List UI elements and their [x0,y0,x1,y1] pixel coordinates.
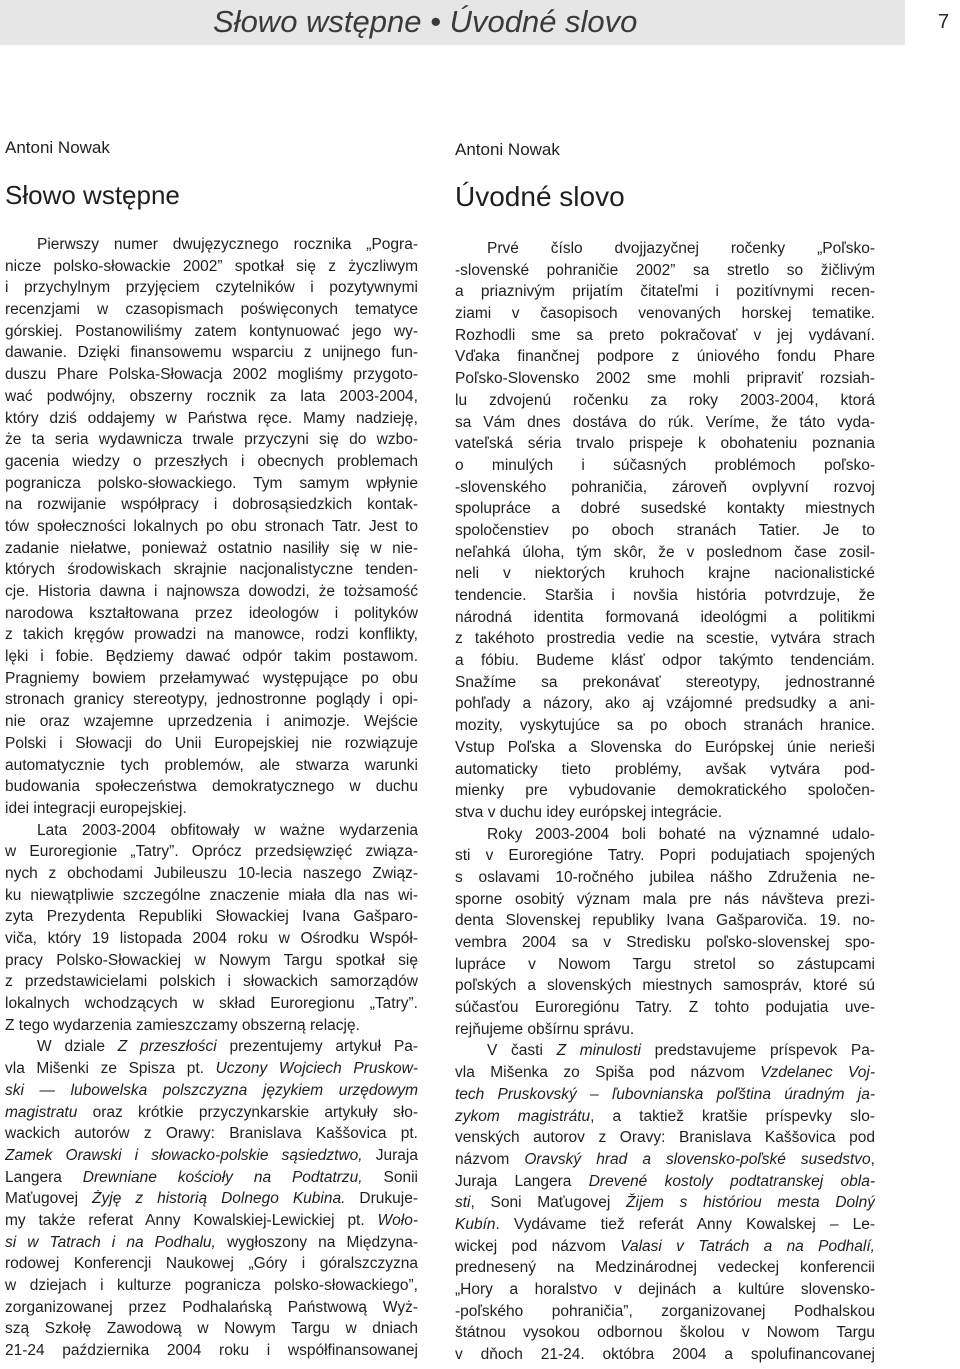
text-run: wygłoszony na Międzyna- [215,1233,418,1251]
text-line: neli v niektorých kruhoch krajne nacionalistické [455,565,875,583]
text-line: który dziś oddajemy w Państwa ręce. Mamy nadzieję, [5,409,418,427]
paragraph [455,1040,875,1365]
text-line: Roky 2003-2004 boli bohaté na významné udalo- [487,825,875,843]
paragraph [455,824,875,1041]
text-line: a priaznivým prijatím čitateľmi i pozitívnymi recen- [455,283,875,301]
text-line: stva v duchu idey európskej integrácie. [455,803,723,821]
text-line: ziami v časopisoch venovaných horskej tematike. [455,305,875,323]
text-line: Z tego wydarzenia zamieszczamy obszerną relację. [5,1016,360,1034]
italic-title-text: Žijem s históriou mesta Dolný [626,1194,875,1212]
italic-title-text: zykom magistrátu [455,1107,591,1125]
text-line: mienky pre vybudovanie demokratického spoločen- [455,782,875,800]
paragraph [455,238,875,824]
text-line [455,1171,875,1193]
text-line: cje. Historia dawna i najnowsza dowodzi, że tożsamość [5,583,418,600]
text-line: stronach granicy stereotypy, jednostronne poglądy i opi- [5,691,418,709]
text-line: Vstup Poľska a Slovenska do Európskej únie nerieši [455,738,875,756]
italic-title-text: Vzdelanec Voj- [760,1064,875,1082]
text-run: , a taktiež kratšie príspevky slo- [590,1107,875,1125]
article-body [5,234,418,1362]
text-line: lu zdvojenú ročenku za roky 2003-2004, ktorá [455,391,875,409]
text-line: rodowej Konferencji Naukowej „Góry i góralszczyzna [5,1255,418,1273]
italic-title-text: Zamek Orawski i słowacko-polskie sąsiedztwo, [5,1146,363,1164]
italic-title-text: ski — lubowelska polszczyzna językiem urzędowym [5,1081,418,1099]
article-body [455,238,875,1366]
text-line: automaticky tieto problémy, avšak vytvára pod- [455,760,875,778]
text-line: duszu Phare Polska-Słowacja 2002 mogliśmy przygoto- [5,366,418,384]
text-line: Snažíme sa prekonávať stereotypy, jednostranné [455,673,875,691]
text-line: spoločenstiev po oboch stranách Tatier. Je to [455,521,875,539]
paragraph [5,820,418,1037]
text-line: wackich autorów z Orawy: Branislava Kaššovica pt. [5,1125,418,1143]
text-line: Polski i Słowacji do Unii Europejskiej nie rozwiązuje [5,734,418,752]
text-run: V časti [487,1042,557,1060]
text-line: -slovenského pohraničia, zároveň ovplyvní rozvoj [455,478,875,496]
text-line: zyta Prezydenta Republiki Słowackiej Ivana Gašparo- [5,908,418,926]
text-line: lokalnych wchodzących w skład Euroregionu „Tatry”. [5,995,418,1013]
text-run: Sonii [362,1168,418,1186]
text-run: , [870,1150,875,1168]
text-line: prednesený na Medzinárodnej vedeckej konferencii [455,1259,875,1277]
text-line [455,1214,875,1236]
text-line: tendencie. Staršia i novšia história potvrdzuje, že [455,587,875,604]
text-line: „Hory a horalstvo v dejinách a kultúre slovensko- [455,1281,875,1298]
text-line: viča, który 19 listopada 2004 roku w Ośrodku Współ- [5,930,418,947]
text-line: denta Slovenskej republiky Ivana Gašparoviča. 19. no- [455,912,875,930]
text-line: -poľského pohraničia”, zorganizovanej Podhalskou [455,1302,875,1320]
text-line: a fóbiu. Budeme klásť odpor takýmto tendenciám. [455,652,875,670]
text-line: štátnou vysokou odbornou školou v Nowom Targu [455,1324,875,1342]
italic-title-text: Z minulosti [556,1042,641,1060]
text-line [5,1102,418,1124]
text-line: národná identita formovaná ideológmi a politikmi [455,608,875,626]
text-line: dawanie. Dzięki finansowemu wsparciu z unijnego fun- [5,344,418,362]
text-line: na rozwijanie współpracy i dobrosąsiedzkich kontak- [5,496,418,514]
text-line: neľahká úloha, tým skôr, že v poslednom čase zosil- [455,543,875,561]
running-header-title: Słowo wstępne • Úvodné slovo [213,4,638,39]
text-line [455,1149,875,1171]
text-line: vateľská séria trvalo prispeje k obohateniu poznania [455,435,875,453]
text-line [455,1236,875,1258]
text-line: budowania społeczeństwa demokratycznego w duchu [5,778,418,796]
text-line: Pragniemy bowiem przełamywać występujące po obu [5,669,418,687]
text-line [5,1210,418,1232]
text-line: z takich kręgów prowadzi na manowce, rodzi konflikty, [5,626,418,644]
text-line: recenzjami w czasopismach poświęconych tematyce [5,301,418,319]
text-run: Langera [5,1168,83,1186]
text-line: których środowiskach skrajnie nacjonalistyczne tenden- [5,561,418,579]
text-line: poľských a slovenských miestnych samospráv, ktoré sú [455,977,875,995]
text-line: z takéhoto prostredia vedie na scestie, vytvára strach [455,630,875,648]
text-line: Poľsko-Slovensko 2002 sme mohli pripraviť rozsiah- [455,370,875,388]
text-run: Juraja Langera [455,1172,589,1190]
italic-title-text: Z przeszłości [117,1038,217,1056]
text-line: ku niewątpliwie szczególne znaczenie miała dla nas wi- [5,886,418,904]
text-line: że ta seria wydawnicza trwale przyczyni się do wzbo- [5,431,418,449]
text-run: Juraja [362,1146,418,1164]
italic-title-text: Uczony Wojciech Pruskow- [215,1060,418,1078]
text-line: o minulých i súčasných problémoch poľsko- [455,456,875,474]
text-line: w dziejach i kulturze pogranicza polsko-słowackiego”, [5,1277,418,1294]
text-line: pogranicza polsko-słowackiego. Tym samym wpłynie [5,474,418,492]
text-line: sporne osobitý význam mala pre nás návšteva prezi- [455,890,875,908]
text-line [5,1080,418,1102]
text-line: w Euroregionie „Tatry”. Oprócz przedsięwzięć związa- [5,843,418,861]
text-run: . Vydávame tiež referát Anny Kowalskej – Le- [495,1215,875,1233]
text-line: narodowa kształtowana przez ideologów i polityków [5,604,418,622]
text-line: mozity, vyskytujúce sa po oboch stranách hranice. [455,717,875,735]
author-name: Antoni Nowak [455,140,560,159]
text-line: -slovenské pohraničie 2002” sa stretlo so žičlivým [455,261,875,279]
article-title: Úvodné slovo [455,181,625,212]
text-line [5,1058,418,1080]
text-run: , Soni Maťugovej [470,1194,627,1212]
text-line: vembra 2004 sa v Stredisku poľsko-slovenskej spo- [455,934,875,951]
text-line [455,1040,875,1062]
text-line [5,1145,418,1167]
italic-title-text: si w Tatrach i na Podhalu, [5,1233,216,1251]
text-run: Maťugovej [5,1190,93,1208]
page-number: 7 [938,11,950,33]
text-line [455,1084,875,1106]
text-line: spolupráce a dobré susedské kontakty miestnych [455,500,875,518]
text-line: górskiej. Postanowiliśmy zatem kontynuować jego wy- [5,322,418,340]
text-line: s oslavami 10-ročného jubilea nášho Združenia ne- [455,868,875,886]
text-line: Prvé číslo dvojjazyčnej ročenky „Poľsko- [487,240,875,257]
text-line: pohľady a názory, ako aj vzájomné predsudky a ani- [455,695,875,713]
author-name: Antoni Nowak [5,138,110,157]
italic-title-text: tech Pruskovský – ľubovnianska poľština úradným ja- [455,1085,875,1103]
paragraph [5,1036,418,1361]
text-run: predstavujeme príspevok Pa- [640,1042,875,1060]
text-line: pracy Polsko-Słowackiej w Nowym Targu spotkał się [5,951,418,969]
text-line: nych z obchodami Jubileuszu 10-lecia naszego Związ- [5,864,418,882]
text-line: 21-24 października 2004 roku i współfinansowanej [5,1342,418,1360]
text-line: sti v Euroregióne Tatry. Popri podujatiach spojených [455,847,875,865]
article-title: Słowo wstępne [5,180,180,210]
text-line: nie oraz wzajemne uprzedzenia i animozje. Wejście [5,713,418,731]
text-line: súčasťou Euroregiónu Tatry. Z tohto podujatia uve- [455,999,875,1017]
italic-title-text: Valasi v Tatrách a na Podhalí, [620,1237,875,1255]
text-line [455,1062,875,1084]
text-line: idei integracji europejskiej. [5,799,187,817]
text-line [5,1167,418,1189]
italic-title-text: sti [455,1194,471,1212]
text-line: i przychylnym przyjęciem czytelników i pozytywnymi [5,279,418,297]
text-run: wickej pod názvom [455,1237,621,1255]
text-line: zorganizowanej przez Podhalańską Państwową Wyż- [5,1298,418,1316]
text-line: nicze polsko-słowackie 2002” spotkał się z życzliwym [5,257,418,275]
text-run: názvom [455,1150,525,1168]
text-run: oraz krótkie przyczynkarskie artykuły sło- [77,1103,418,1121]
text-line: szą Szkołę Zawodową w Nowym Targu w dniach [5,1320,418,1338]
text-run: vla Mišenki ze Spisza pt. [5,1060,216,1078]
paragraph [5,234,418,820]
text-line [455,1192,875,1214]
italic-title-text: Woło- [377,1211,418,1229]
text-run: W dziale [37,1038,118,1056]
text-line: tów społeczności lokalnych po obu stronach Tatr. Jest to [5,517,418,535]
text-line [5,1036,418,1058]
italic-title-text: Oravský hrad a slovensko-poľské susedstvo [524,1150,871,1168]
text-run: my także referat Anny Kowalskiej-Lewickiej pt. [5,1211,378,1229]
text-line: z przedstawicielami polskich i słowackich samorządów [5,973,418,991]
text-line: gacenia wiedzy o przeszłych i obecnych problemach [5,452,418,470]
text-line: sa Vám dnes dostáva do rúk. Veríme, že táto vyda- [455,413,875,431]
italic-title-text: magistratu [5,1103,78,1121]
text-line: automatycznie tych problemów, ale stwarza warunki [5,756,418,774]
italic-title-text: Kubín [455,1215,496,1233]
text-run: prezentujemy artykuł Pa- [216,1038,418,1056]
text-line: v dňoch 21-24. októbra 2004 a spolufinancovanej [455,1346,875,1364]
italic-title-text: Żyję z historią Dolnego Kubina. [92,1190,346,1208]
text-line: lupráce v Nowom Targu stretol so zástupcami [455,955,875,973]
text-line: Rozhodli sme sa preto pokračovať v jej vydávaní. [455,326,875,344]
text-run: vla Mišenka zo Spiša pod názvom [455,1064,761,1082]
text-line: Lata 2003-2004 obfitowały w ważne wydarzenia [37,821,418,839]
text-line: Vďaka finančnej podpore z úniového fondu Phare [455,348,875,366]
text-line: wać podwójny, obszerny rocznik za lata 2003-2004, [5,387,418,405]
text-line: zadanie niełatwe, ponieważ ostatnio nasiliły się w nie- [5,539,418,557]
text-run: Drukuje- [345,1190,418,1208]
text-line [5,1232,418,1254]
text-line: Pierwszy numer dwujęzycznego rocznika „Pogra- [37,236,418,253]
text-line: lęki i fobie. Będziemy dawać odpór takim postawom. [5,648,418,666]
text-line: rejňujeme obšírnu správu. [455,1020,635,1038]
italic-title-text: Drevené kostoly podtatranskej obla- [588,1172,875,1190]
text-line [455,1106,875,1128]
text-line [5,1188,418,1210]
italic-title-text: Drewniane kościoły na Podtatrzu, [82,1168,363,1186]
text-line: venských autorov z Oravy: Branislava Kaššovica pod [455,1129,875,1147]
